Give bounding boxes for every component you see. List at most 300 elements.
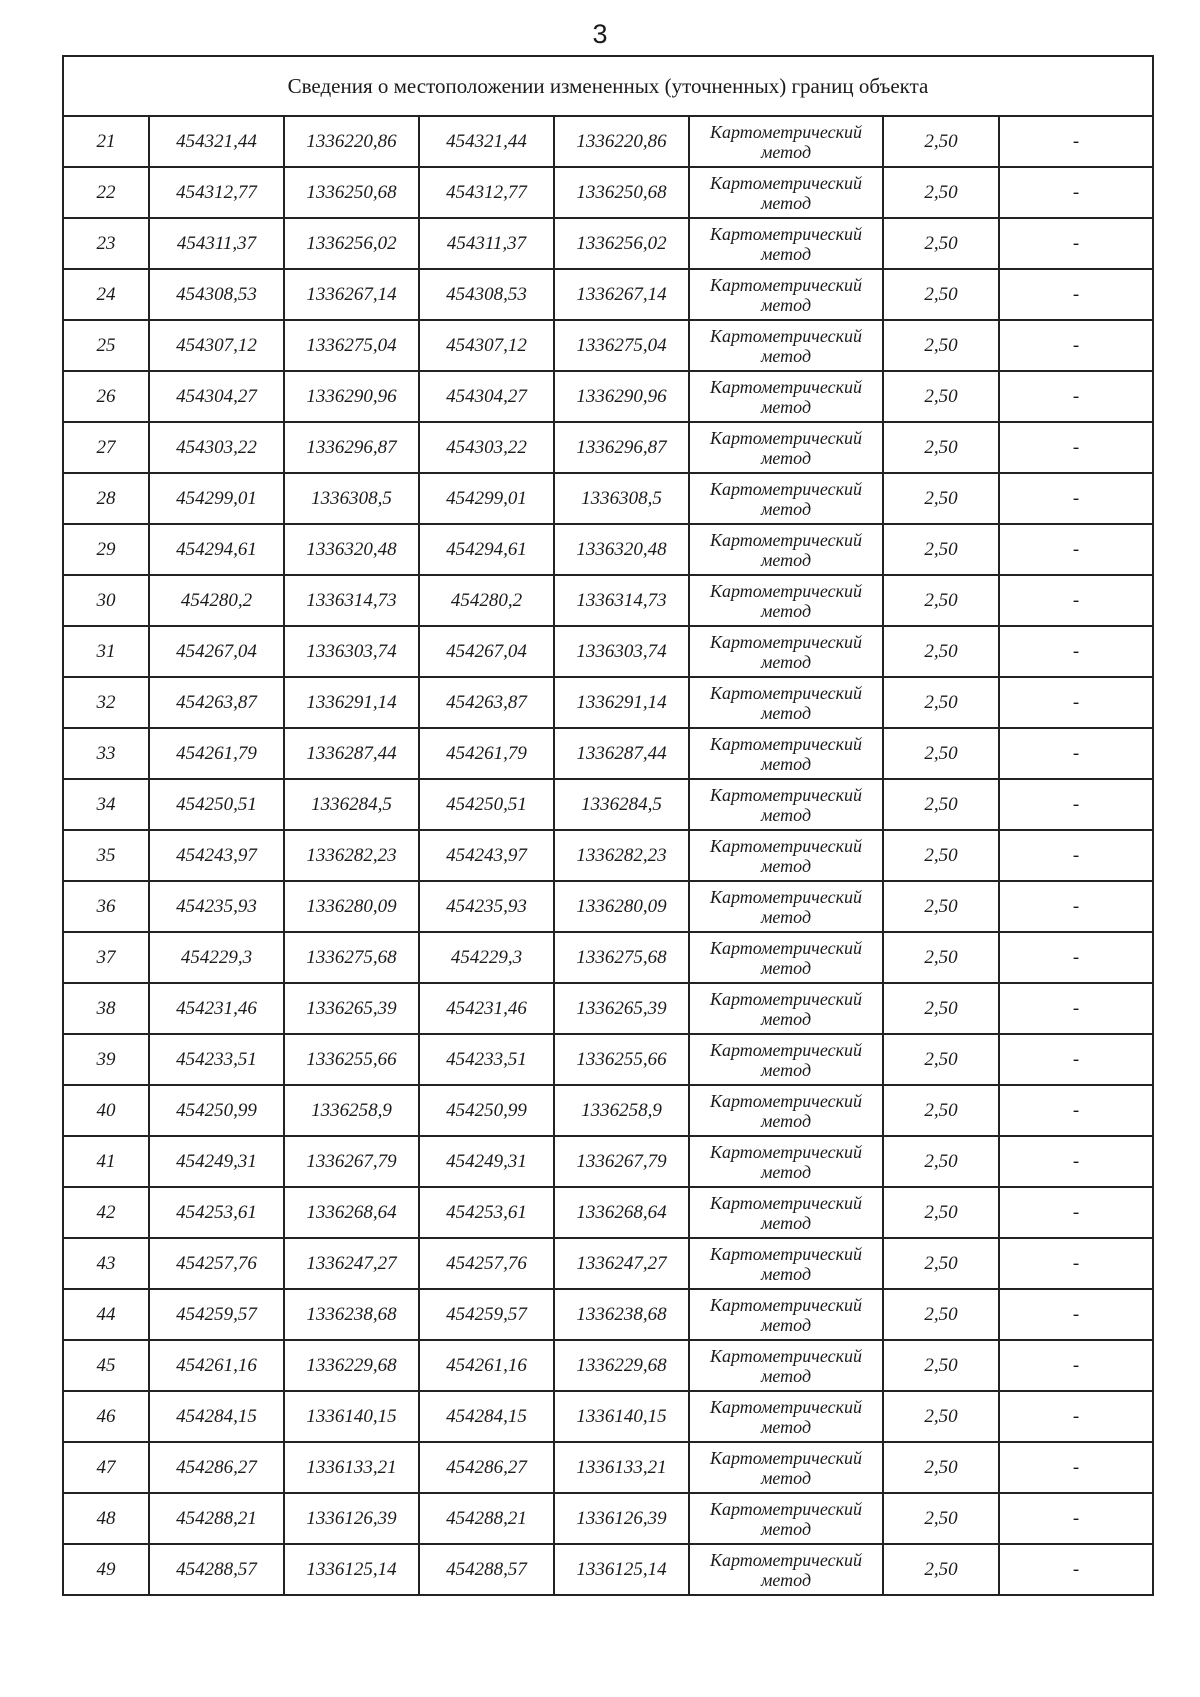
method-cell	[689, 830, 883, 881]
note-cell: -	[999, 677, 1153, 728]
method-line-1: Картометрический	[709, 733, 862, 754]
method-line-1: Картометрический	[709, 682, 862, 703]
point-number-cell: 23	[63, 218, 149, 269]
refined-x-cell: 454259,57	[419, 1289, 554, 1340]
refined-x-cell: 454261,16	[419, 1340, 554, 1391]
note-cell: -	[999, 1442, 1153, 1493]
table-row	[63, 677, 1153, 728]
point-number-cell: 24	[63, 269, 149, 320]
existing-x-cell: 454259,57	[149, 1289, 284, 1340]
existing-y-cell: 1336140,15	[284, 1391, 419, 1442]
existing-x-cell: 454288,21	[149, 1493, 284, 1544]
refined-y-cell: 1336308,5	[554, 473, 689, 524]
note-cell: -	[999, 371, 1153, 422]
existing-x-cell: 454304,27	[149, 371, 284, 422]
method-line-1: Картометрический	[709, 631, 862, 652]
refined-y-cell: 1336291,14	[554, 677, 689, 728]
existing-x-cell: 454250,99	[149, 1085, 284, 1136]
method-line-1: Картометрический	[709, 478, 862, 499]
page-number: 3	[592, 19, 608, 49]
existing-x-cell: 454235,93	[149, 881, 284, 932]
boundary-coordinates-table	[62, 55, 1154, 1596]
method-cell	[689, 626, 883, 677]
method-line-2: метод	[760, 549, 812, 570]
existing-y-cell: 1336256,02	[284, 218, 419, 269]
note-cell: -	[999, 1034, 1153, 1085]
refined-x-cell: 454304,27	[419, 371, 554, 422]
method-cell	[689, 575, 883, 626]
refined-y-cell: 1336267,14	[554, 269, 689, 320]
note-cell: -	[999, 473, 1153, 524]
method-line-1: Картометрический	[709, 325, 862, 346]
precision-cell: 2,50	[883, 779, 999, 830]
refined-y-cell: 1336250,68	[554, 167, 689, 218]
note-cell: -	[999, 1493, 1153, 1544]
point-number-cell: 41	[63, 1136, 149, 1187]
point-number-cell: 27	[63, 422, 149, 473]
method-line-1: Картометрический	[709, 427, 862, 448]
refined-y-cell: 1336320,48	[554, 524, 689, 575]
note-cell: -	[999, 728, 1153, 779]
method-line-2: метод	[760, 294, 812, 315]
existing-x-cell: 454303,22	[149, 422, 284, 473]
refined-x-cell: 454284,15	[419, 1391, 554, 1442]
point-number-cell: 22	[63, 167, 149, 218]
method-cell	[689, 1493, 883, 1544]
existing-y-cell: 1336280,09	[284, 881, 419, 932]
point-number-cell: 21	[63, 116, 149, 167]
refined-y-cell: 1336133,21	[554, 1442, 689, 1493]
method-cell	[689, 728, 883, 779]
method-line-1: Картометрический	[709, 988, 862, 1009]
existing-x-cell: 454261,16	[149, 1340, 284, 1391]
existing-y-cell: 1336303,74	[284, 626, 419, 677]
refined-y-cell: 1336275,68	[554, 932, 689, 983]
existing-x-cell: 454267,04	[149, 626, 284, 677]
method-line-1: Картометрический	[709, 937, 862, 958]
refined-y-cell: 1336268,64	[554, 1187, 689, 1238]
method-line-1: Картометрический	[709, 1447, 862, 1468]
refined-y-cell: 1336256,02	[554, 218, 689, 269]
precision-cell: 2,50	[883, 422, 999, 473]
note-cell: -	[999, 1340, 1153, 1391]
table-row	[63, 320, 1153, 371]
existing-x-cell: 454284,15	[149, 1391, 284, 1442]
point-number-cell: 35	[63, 830, 149, 881]
table-row	[63, 1085, 1153, 1136]
precision-cell: 2,50	[883, 1289, 999, 1340]
table-row	[63, 218, 1153, 269]
method-line-2: метод	[760, 702, 812, 723]
existing-y-cell: 1336290,96	[284, 371, 419, 422]
note-cell: -	[999, 575, 1153, 626]
point-number-cell: 28	[63, 473, 149, 524]
method-line-1: Картометрический	[709, 1141, 862, 1162]
refined-y-cell: 1336258,9	[554, 1085, 689, 1136]
note-cell: -	[999, 779, 1153, 830]
method-line-2: метод	[760, 1059, 812, 1080]
table-row	[63, 1034, 1153, 1085]
refined-x-cell: 454288,21	[419, 1493, 554, 1544]
precision-cell: 2,50	[883, 1136, 999, 1187]
point-number-cell: 48	[63, 1493, 149, 1544]
method-line-1: Картометрический	[709, 274, 862, 295]
precision-cell: 2,50	[883, 881, 999, 932]
precision-cell: 2,50	[883, 728, 999, 779]
existing-y-cell: 1336133,21	[284, 1442, 419, 1493]
refined-x-cell: 454250,99	[419, 1085, 554, 1136]
precision-cell: 2,50	[883, 983, 999, 1034]
precision-cell: 2,50	[883, 269, 999, 320]
refined-x-cell: 454307,12	[419, 320, 554, 371]
refined-y-cell: 1336287,44	[554, 728, 689, 779]
table-row	[63, 728, 1153, 779]
method-cell	[689, 932, 883, 983]
existing-x-cell: 454294,61	[149, 524, 284, 575]
point-number-cell: 25	[63, 320, 149, 371]
method-cell	[689, 218, 883, 269]
table-row	[63, 524, 1153, 575]
existing-x-cell: 454308,53	[149, 269, 284, 320]
method-line-2: метод	[760, 243, 812, 264]
method-line-2: метод	[760, 447, 812, 468]
table-row	[63, 1238, 1153, 1289]
method-cell	[689, 1544, 883, 1595]
method-cell	[689, 371, 883, 422]
refined-x-cell: 454253,61	[419, 1187, 554, 1238]
existing-y-cell: 1336296,87	[284, 422, 419, 473]
refined-y-cell: 1336265,39	[554, 983, 689, 1034]
point-number-cell: 38	[63, 983, 149, 1034]
method-cell	[689, 167, 883, 218]
point-number-cell: 47	[63, 1442, 149, 1493]
existing-x-cell: 454257,76	[149, 1238, 284, 1289]
refined-y-cell: 1336140,15	[554, 1391, 689, 1442]
existing-y-cell: 1336247,27	[284, 1238, 419, 1289]
method-line-1: Картометрический	[709, 172, 862, 193]
existing-y-cell: 1336229,68	[284, 1340, 419, 1391]
point-number-cell: 36	[63, 881, 149, 932]
method-cell	[689, 1085, 883, 1136]
method-line-2: метод	[760, 906, 812, 927]
table-row	[63, 1187, 1153, 1238]
existing-y-cell: 1336284,5	[284, 779, 419, 830]
method-line-1: Картометрический	[709, 1039, 862, 1060]
precision-cell: 2,50	[883, 677, 999, 728]
table-row	[63, 626, 1153, 677]
point-number-cell: 44	[63, 1289, 149, 1340]
existing-x-cell: 454286,27	[149, 1442, 284, 1493]
existing-x-cell: 454250,51	[149, 779, 284, 830]
precision-cell: 2,50	[883, 371, 999, 422]
precision-cell: 2,50	[883, 1187, 999, 1238]
method-cell	[689, 881, 883, 932]
method-line-2: метод	[760, 957, 812, 978]
note-cell: -	[999, 626, 1153, 677]
method-line-1: Картометрический	[709, 529, 862, 550]
note-cell: -	[999, 422, 1153, 473]
existing-y-cell: 1336238,68	[284, 1289, 419, 1340]
refined-x-cell: 454286,27	[419, 1442, 554, 1493]
method-line-1: Картометрический	[709, 1243, 862, 1264]
method-line-2: метод	[760, 1518, 812, 1539]
note-cell: -	[999, 881, 1153, 932]
refined-x-cell: 454235,93	[419, 881, 554, 932]
note-cell: -	[999, 320, 1153, 371]
method-line-2: метод	[760, 600, 812, 621]
method-line-2: метод	[760, 1416, 812, 1437]
note-cell: -	[999, 218, 1153, 269]
existing-x-cell: 454261,79	[149, 728, 284, 779]
table-row	[63, 371, 1153, 422]
existing-y-cell: 1336255,66	[284, 1034, 419, 1085]
method-line-2: метод	[760, 1212, 812, 1233]
refined-x-cell: 454257,76	[419, 1238, 554, 1289]
precision-cell: 2,50	[883, 218, 999, 269]
method-line-1: Картометрический	[709, 1396, 862, 1417]
existing-y-cell: 1336125,14	[284, 1544, 419, 1595]
table-row	[63, 269, 1153, 320]
existing-y-cell: 1336275,04	[284, 320, 419, 371]
table-row	[63, 422, 1153, 473]
refined-y-cell: 1336247,27	[554, 1238, 689, 1289]
refined-y-cell: 1336303,74	[554, 626, 689, 677]
refined-x-cell: 454263,87	[419, 677, 554, 728]
refined-x-cell: 454288,57	[419, 1544, 554, 1595]
refined-y-cell: 1336229,68	[554, 1340, 689, 1391]
table-body	[63, 116, 1153, 1595]
refined-y-cell: 1336125,14	[554, 1544, 689, 1595]
precision-cell: 2,50	[883, 626, 999, 677]
existing-y-cell: 1336308,5	[284, 473, 419, 524]
existing-y-cell: 1336250,68	[284, 167, 419, 218]
method-cell	[689, 1238, 883, 1289]
method-line-2: метод	[760, 1008, 812, 1029]
method-line-1: Картометрический	[709, 1192, 862, 1213]
refined-y-cell: 1336290,96	[554, 371, 689, 422]
note-cell: -	[999, 1187, 1153, 1238]
refined-y-cell: 1336220,86	[554, 116, 689, 167]
table-caption-row	[63, 56, 1153, 116]
refined-y-cell: 1336314,73	[554, 575, 689, 626]
existing-x-cell: 454229,3	[149, 932, 284, 983]
precision-cell: 2,50	[883, 1544, 999, 1595]
method-cell	[689, 1136, 883, 1187]
precision-cell: 2,50	[883, 1085, 999, 1136]
point-number-cell: 31	[63, 626, 149, 677]
note-cell: -	[999, 983, 1153, 1034]
point-number-cell: 33	[63, 728, 149, 779]
refined-x-cell: 454280,2	[419, 575, 554, 626]
table-row	[63, 1493, 1153, 1544]
table-row	[63, 881, 1153, 932]
refined-y-cell: 1336255,66	[554, 1034, 689, 1085]
refined-x-cell: 454267,04	[419, 626, 554, 677]
precision-cell: 2,50	[883, 524, 999, 575]
method-cell	[689, 269, 883, 320]
existing-x-cell: 454233,51	[149, 1034, 284, 1085]
method-cell	[689, 1340, 883, 1391]
precision-cell: 2,50	[883, 1238, 999, 1289]
method-line-1: Картометрический	[709, 1345, 862, 1366]
point-number-cell: 49	[63, 1544, 149, 1595]
method-line-2: метод	[760, 345, 812, 366]
method-line-2: метод	[760, 1314, 812, 1335]
method-cell	[689, 1289, 883, 1340]
method-line-2: метод	[760, 855, 812, 876]
note-cell: -	[999, 1136, 1153, 1187]
method-line-2: метод	[760, 651, 812, 672]
method-line-1: Картометрический	[709, 1090, 862, 1111]
note-cell: -	[999, 116, 1153, 167]
refined-y-cell: 1336296,87	[554, 422, 689, 473]
existing-y-cell: 1336220,86	[284, 116, 419, 167]
point-number-cell: 26	[63, 371, 149, 422]
point-number-cell: 34	[63, 779, 149, 830]
existing-y-cell: 1336268,64	[284, 1187, 419, 1238]
precision-cell: 2,50	[883, 1493, 999, 1544]
method-cell	[689, 983, 883, 1034]
refined-y-cell: 1336238,68	[554, 1289, 689, 1340]
existing-y-cell: 1336267,79	[284, 1136, 419, 1187]
method-line-1: Картометрический	[709, 784, 862, 805]
table-row	[63, 779, 1153, 830]
precision-cell: 2,50	[883, 1034, 999, 1085]
table-row	[63, 1544, 1153, 1595]
refined-y-cell: 1336282,23	[554, 830, 689, 881]
refined-x-cell: 454294,61	[419, 524, 554, 575]
point-number-cell: 32	[63, 677, 149, 728]
refined-y-cell: 1336275,04	[554, 320, 689, 371]
method-line-2: метод	[760, 141, 812, 162]
refined-x-cell: 454243,97	[419, 830, 554, 881]
refined-x-cell: 454249,31	[419, 1136, 554, 1187]
existing-x-cell: 454321,44	[149, 116, 284, 167]
table-row	[63, 116, 1153, 167]
existing-x-cell: 454312,77	[149, 167, 284, 218]
precision-cell: 2,50	[883, 167, 999, 218]
table-row	[63, 473, 1153, 524]
point-number-cell: 40	[63, 1085, 149, 1136]
method-cell	[689, 677, 883, 728]
note-cell: -	[999, 1391, 1153, 1442]
note-cell: -	[999, 524, 1153, 575]
table-row	[63, 1340, 1153, 1391]
table-row	[63, 932, 1153, 983]
refined-y-cell: 1336267,79	[554, 1136, 689, 1187]
table-row	[63, 830, 1153, 881]
refined-x-cell: 454311,37	[419, 218, 554, 269]
note-cell: -	[999, 932, 1153, 983]
note-cell: -	[999, 1544, 1153, 1595]
table-row	[63, 1289, 1153, 1340]
refined-y-cell: 1336280,09	[554, 881, 689, 932]
table-row	[63, 1391, 1153, 1442]
note-cell: -	[999, 269, 1153, 320]
method-line-1: Картометрический	[709, 121, 862, 142]
point-number-cell: 37	[63, 932, 149, 983]
refined-x-cell: 454233,51	[419, 1034, 554, 1085]
note-cell: -	[999, 1289, 1153, 1340]
method-line-1: Картометрический	[709, 376, 862, 397]
method-line-1: Картометрический	[709, 886, 862, 907]
refined-x-cell: 454321,44	[419, 116, 554, 167]
precision-cell: 2,50	[883, 473, 999, 524]
existing-y-cell: 1336291,14	[284, 677, 419, 728]
existing-y-cell: 1336258,9	[284, 1085, 419, 1136]
existing-y-cell: 1336265,39	[284, 983, 419, 1034]
method-line-2: метод	[760, 498, 812, 519]
precision-cell: 2,50	[883, 1340, 999, 1391]
existing-x-cell: 454243,97	[149, 830, 284, 881]
existing-x-cell: 454307,12	[149, 320, 284, 371]
method-line-2: метод	[760, 396, 812, 417]
refined-x-cell: 454261,79	[419, 728, 554, 779]
precision-cell: 2,50	[883, 320, 999, 371]
table-row	[63, 167, 1153, 218]
method-line-1: Картометрический	[709, 1549, 862, 1570]
method-cell	[689, 1034, 883, 1085]
method-line-2: метод	[760, 192, 812, 213]
refined-x-cell: 454229,3	[419, 932, 554, 983]
existing-x-cell: 454253,61	[149, 1187, 284, 1238]
existing-y-cell: 1336287,44	[284, 728, 419, 779]
method-cell	[689, 524, 883, 575]
table-row	[63, 1442, 1153, 1493]
method-cell	[689, 116, 883, 167]
precision-cell: 2,50	[883, 830, 999, 881]
existing-y-cell: 1336126,39	[284, 1493, 419, 1544]
existing-y-cell: 1336314,73	[284, 575, 419, 626]
method-cell	[689, 422, 883, 473]
point-number-cell: 46	[63, 1391, 149, 1442]
method-cell	[689, 473, 883, 524]
point-number-cell: 45	[63, 1340, 149, 1391]
existing-y-cell: 1336282,23	[284, 830, 419, 881]
method-line-1: Картометрический	[709, 223, 862, 244]
existing-y-cell: 1336275,68	[284, 932, 419, 983]
note-cell: -	[999, 167, 1153, 218]
existing-x-cell: 454299,01	[149, 473, 284, 524]
method-line-2: метод	[760, 1569, 812, 1590]
refined-x-cell: 454308,53	[419, 269, 554, 320]
table-row	[63, 1136, 1153, 1187]
point-number-cell: 30	[63, 575, 149, 626]
existing-x-cell: 454263,87	[149, 677, 284, 728]
refined-y-cell: 1336126,39	[554, 1493, 689, 1544]
table-row	[63, 983, 1153, 1034]
method-line-2: метод	[760, 1263, 812, 1284]
precision-cell: 2,50	[883, 1442, 999, 1493]
method-line-2: метод	[760, 753, 812, 774]
existing-x-cell: 454249,31	[149, 1136, 284, 1187]
point-number-cell: 29	[63, 524, 149, 575]
existing-x-cell: 454311,37	[149, 218, 284, 269]
note-cell: -	[999, 1238, 1153, 1289]
method-line-2: метод	[760, 804, 812, 825]
precision-cell: 2,50	[883, 116, 999, 167]
method-cell	[689, 1442, 883, 1493]
refined-x-cell: 454250,51	[419, 779, 554, 830]
method-cell	[689, 320, 883, 371]
refined-x-cell: 454299,01	[419, 473, 554, 524]
method-line-2: метод	[760, 1110, 812, 1131]
refined-y-cell: 1336284,5	[554, 779, 689, 830]
refined-x-cell: 454231,46	[419, 983, 554, 1034]
precision-cell: 2,50	[883, 932, 999, 983]
point-number-cell: 43	[63, 1238, 149, 1289]
method-line-1: Картометрический	[709, 1294, 862, 1315]
